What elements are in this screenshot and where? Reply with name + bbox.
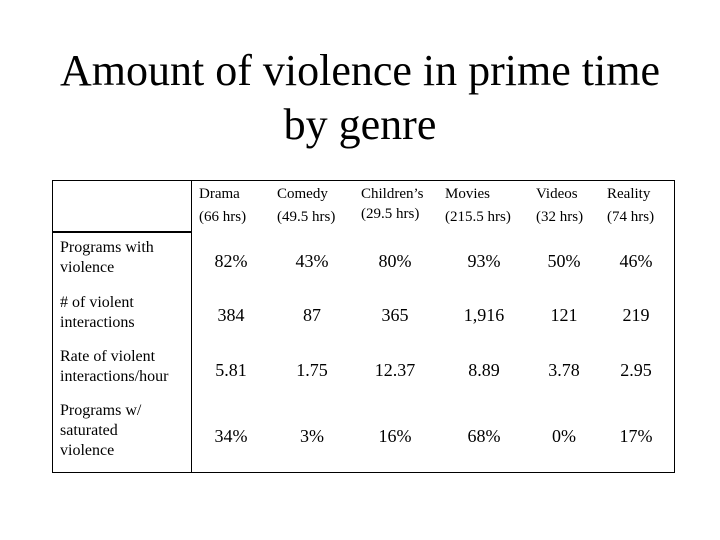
column-name: Videos — [536, 186, 578, 202]
table-cell: 82% — [214, 251, 248, 271]
table-cell: 93% — [467, 251, 501, 271]
table-cell: 3.78 — [548, 360, 580, 380]
row-label-saturated-violence — [60, 401, 141, 461]
column-header-reality — [607, 184, 654, 227]
slide-title-line-2: by genre — [283, 100, 437, 149]
table-cell: 365 — [381, 305, 409, 325]
row-label-line: Programs with — [60, 239, 154, 256]
row-label-programs-with-violence — [60, 238, 154, 278]
column-hours: (29.5 hrs) — [361, 206, 420, 222]
column-name: Comedy — [277, 186, 328, 202]
column-hours: (74 hrs) — [607, 209, 655, 225]
slide-title — [0, 44, 720, 152]
row-label-line: interactions/hour — [60, 368, 169, 385]
column-header-drama — [199, 184, 246, 227]
table-cell: 384 — [217, 305, 245, 325]
slide-title-line-1: Amount of violence in prime time — [60, 46, 660, 95]
table-cell: 2.95 — [620, 360, 652, 380]
column-header-videos — [536, 184, 583, 227]
row-label-line: # of violent — [60, 294, 134, 311]
table-cell: 17% — [619, 426, 653, 446]
column-name: Children’s — [361, 186, 424, 202]
table-cell: 3% — [300, 426, 324, 446]
row-label-line: interactions — [60, 314, 135, 331]
row-label-violent-interactions — [60, 293, 135, 333]
table-corner-cell — [52, 180, 192, 232]
table-cell: 80% — [378, 251, 412, 271]
table-cell: 0% — [552, 426, 576, 446]
row-label-line: Programs w/ — [60, 402, 142, 419]
row-label-rate-of-violent-interactions — [60, 347, 168, 387]
column-name: Drama — [199, 186, 240, 202]
table-cell: 46% — [619, 251, 653, 271]
column-header-movies — [445, 184, 511, 227]
column-name: Reality — [607, 186, 651, 202]
table-cell: 12.37 — [374, 360, 416, 380]
table-cell: 219 — [622, 305, 650, 325]
column-name: Movies — [445, 186, 490, 202]
table-cell: 50% — [547, 251, 581, 271]
table-cell: 5.81 — [215, 360, 247, 380]
table-cell: 121 — [550, 305, 578, 325]
column-hours: (66 hrs) — [199, 209, 247, 225]
table-cell: 8.89 — [468, 360, 500, 380]
table-cell: 43% — [295, 251, 329, 271]
column-hours: (215.5 hrs) — [445, 209, 511, 225]
row-label-line: saturated — [60, 422, 118, 439]
table-cell: 1,916 — [463, 305, 505, 325]
column-header-comedy — [277, 184, 335, 227]
table-cell: 34% — [214, 426, 248, 446]
table-cell: 68% — [467, 426, 501, 446]
column-hours: (49.5 hrs) — [277, 209, 336, 225]
table-cell: 16% — [378, 426, 412, 446]
row-label-line: violence — [60, 442, 115, 459]
table-cell: 87 — [303, 305, 321, 325]
row-label-line: violence — [60, 259, 115, 276]
row-label-line: Rate of violent — [60, 348, 156, 365]
column-header-childrens — [361, 184, 424, 224]
column-hours: (32 hrs) — [536, 209, 584, 225]
table-cell: 1.75 — [296, 360, 328, 380]
